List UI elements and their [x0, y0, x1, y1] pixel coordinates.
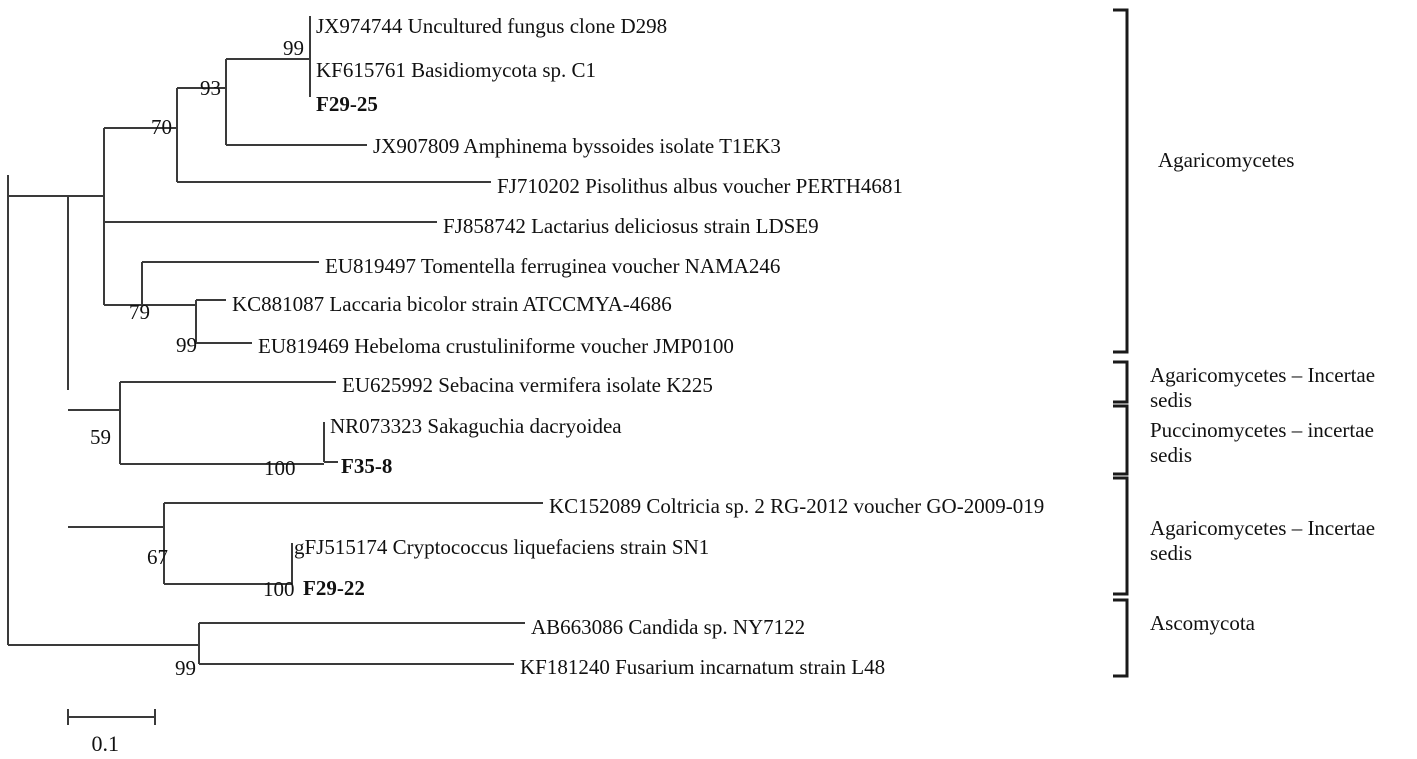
clade-label-c1: Agaricomycetes — [1158, 148, 1295, 172]
bootstrap-value-s100a: 100 — [264, 456, 296, 480]
bootstrap-value-s70: 70 — [151, 115, 172, 139]
taxon-label-t12: F35-8 — [341, 454, 393, 478]
bootstrap-value-s59: 59 — [90, 425, 111, 449]
taxon-label-t4: JX907809 Amphinema byssoides isolate T1EK3 — [373, 134, 781, 158]
taxon-label-t13: KC152089 Coltricia sp. 2 RG-2012 voucher GO-2009-019 — [549, 494, 1045, 518]
taxon-label-t6: FJ858742 Lactarius deliciosus strain LDSE9 — [443, 214, 819, 238]
scale-bar-label: 0.1 — [91, 731, 119, 756]
taxon-label-t9: EU819469 Hebeloma crustuliniforme voucher JMP0100 — [258, 334, 734, 358]
taxon-label-t11: NR073323 Sakaguchia dacryoidea — [330, 414, 622, 438]
clade-label-c5: Ascomycota — [1150, 611, 1255, 635]
clade-bracket-c3 — [1113, 406, 1127, 474]
scale-bar — [68, 709, 155, 725]
bootstrap-value-s99b: 99 — [176, 333, 197, 357]
taxon-label-t10: EU625992 Sebacina vermifera isolate K225 — [342, 373, 713, 397]
bootstrap-value-s99a: 99 — [283, 36, 304, 60]
bootstrap-value-s79: 79 — [129, 300, 150, 324]
clade-bracket-c2 — [1113, 362, 1127, 402]
clade-bracket-c4 — [1113, 478, 1127, 594]
taxon-label-t5: FJ710202 Pisolithus albus voucher PERTH4681 — [497, 174, 903, 198]
clade-brackets — [1113, 10, 1127, 676]
clade-label-c2: Agaricomycetes – Incertae sedis — [1150, 363, 1376, 412]
taxon-label-t14: gFJ515174 Cryptococcus liquefaciens strain SN1 — [294, 535, 710, 559]
taxon-label-t1: JX974744 Uncultured fungus clone D298 — [316, 14, 668, 38]
taxon-label-t3: F29-25 — [316, 92, 378, 116]
clade-label-c4: Agaricomycetes – Incertae sedis — [1150, 516, 1376, 565]
taxon-label-t7: EU819497 Tomentella ferruginea voucher NAMA246 — [325, 254, 781, 278]
bootstrap-value-s67: 67 — [147, 545, 168, 569]
taxon-label-t8: KC881087 Laccaria bicolor strain ATCCMYA-4686 — [232, 292, 672, 316]
clade-bracket-c1 — [1113, 10, 1127, 352]
taxon-label-t17: KF181240 Fusarium incarnatum strain L48 — [520, 655, 886, 679]
clade-bracket-c5 — [1113, 600, 1127, 676]
clade-label-c3: Puccinomycetes – incertae sedis — [1150, 418, 1374, 467]
taxon-label-t15: F29-22 — [303, 576, 365, 600]
taxon-label-t16: AB663086 Candida sp. NY7122 — [531, 615, 806, 639]
bootstrap-value-s99c: 99 — [175, 656, 196, 680]
bootstrap-value-s100b: 100 — [263, 577, 295, 601]
taxon-label-t2: KF615761 Basidiomycota sp. C1 — [316, 58, 597, 82]
bootstrap-value-s93: 93 — [200, 76, 221, 100]
